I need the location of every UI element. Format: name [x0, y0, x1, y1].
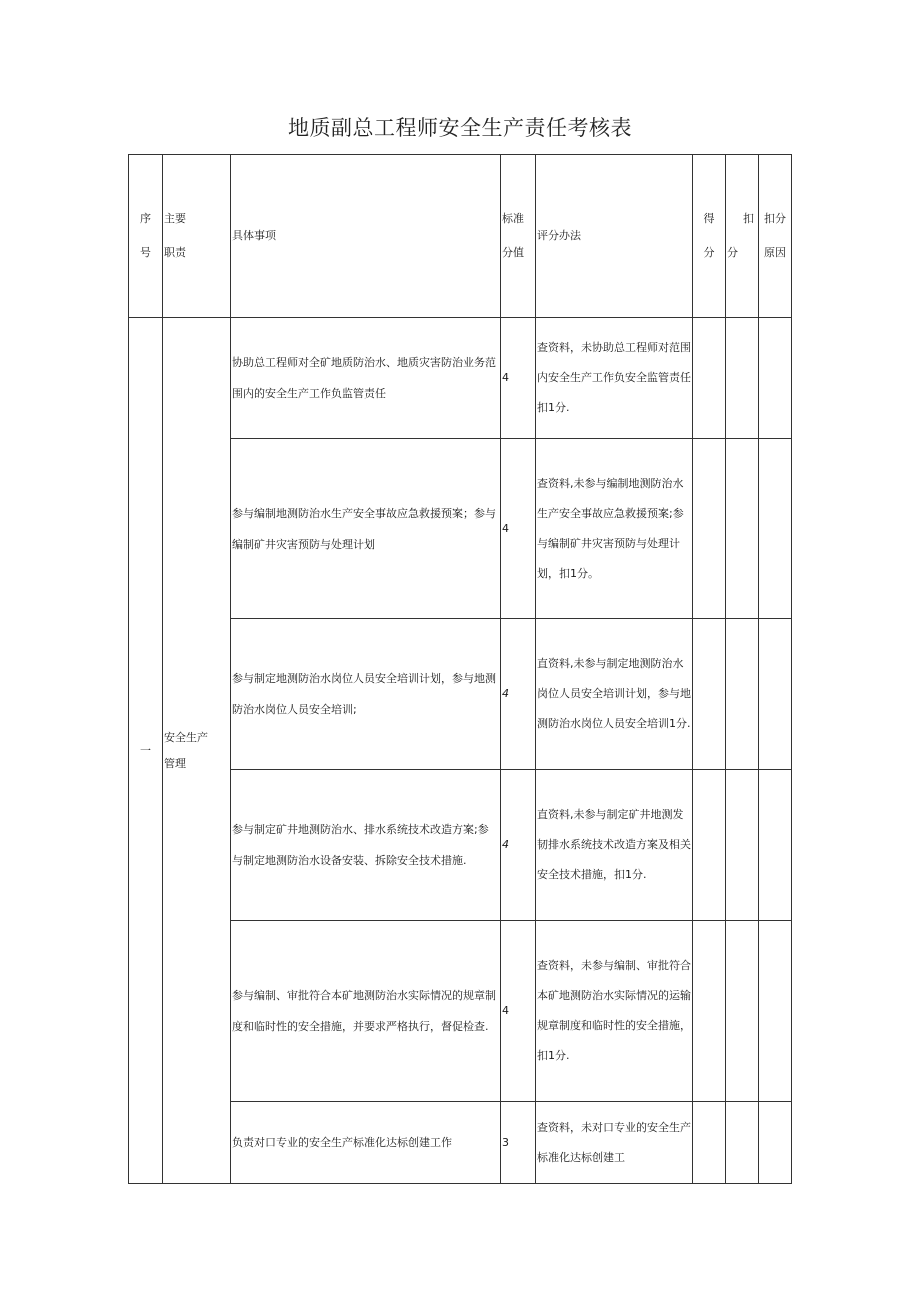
group-seq: 一 [129, 318, 163, 1184]
row-deduct-cell [726, 439, 759, 619]
row-score-cell [693, 1102, 726, 1184]
header-score [693, 155, 726, 318]
header-std-line2: 分值 [502, 246, 524, 259]
row-reason-cell [759, 770, 792, 921]
header-item: 具体事项 [231, 155, 501, 318]
row-method: 查资料,未参与编制地测防治水生产安全事故应急救援预案;参与编制矿井灾害预防与处理计划，扣1分。 [536, 439, 693, 619]
document-title: 地质副总工程师安全生产责任考核表 [288, 116, 632, 140]
header-seq-line2: 号 [140, 246, 151, 259]
row-deduct-cell [726, 1102, 759, 1184]
row-score-cell [693, 770, 726, 921]
row-method: 查资料，未对口专业的安全生产标准化达标创建工 [536, 1102, 693, 1184]
row-std: 4 [501, 770, 536, 921]
group-duty [163, 318, 231, 1184]
row-deduct-cell [726, 770, 759, 921]
group-duty-line2: 管理 [164, 756, 186, 770]
header-deduct [726, 155, 759, 318]
header-method: 评分办法 [536, 155, 693, 318]
row-reason-cell [759, 318, 792, 439]
row-std: 3 [501, 1102, 536, 1184]
header-reason-line1: 扣分 [764, 212, 786, 225]
row-method: 直资料,未参与制定地测防治水岗位人员安全培训计划，参与地测防治水岗位人员安全培训1分. [536, 619, 693, 770]
header-score-line2: 分 [703, 246, 715, 259]
row-deduct-cell [726, 619, 759, 770]
row-reason-cell [759, 921, 792, 1102]
header-seq [129, 155, 163, 318]
header-duty [163, 155, 231, 318]
row-reason-cell [759, 1102, 792, 1184]
row-std: 4 [501, 619, 536, 770]
row-deduct-cell [726, 318, 759, 439]
row-item: 协助总工程师对全矿地质防治水、地质灾害防治业务范围内的安全生产工作负监管责任 [231, 318, 501, 439]
row-std: 4 [501, 921, 536, 1102]
header-duty-line1: 主要 [164, 212, 186, 225]
row-reason-cell [759, 439, 792, 619]
row-deduct-cell [726, 921, 759, 1102]
row-score-cell [693, 921, 726, 1102]
row-item: 参与编制、审批符合本矿地测防治水实际情况的规章制度和临时性的安全措施，并要求严格执行，督促检查. [231, 921, 501, 1102]
row-item: 负责对口专业的安全生产标准化达标创建工作 [231, 1102, 501, 1184]
header-std-line1: 标准 [502, 212, 524, 225]
row-std: 4 [501, 439, 536, 619]
header-score-line1: 得 [703, 212, 715, 225]
group-duty-line1: 安全生产 [164, 730, 208, 744]
assessment-table [128, 154, 792, 1184]
header-row [129, 155, 792, 318]
header-std [501, 155, 536, 318]
header-deduct-line1: 扣 [743, 212, 754, 225]
header-reason [759, 155, 792, 318]
row-score-cell [693, 439, 726, 619]
row-method: 查资料，未协助总工程师对范围内安全生产工作负安全监管责任扣1分. [536, 318, 693, 439]
row-item: 参与制定地测防治水岗位人员安全培训计划，参与地测防治水岗位人员安全培训; [231, 619, 501, 770]
table-row [129, 318, 792, 439]
row-reason-cell [759, 619, 792, 770]
row-method: 直资料,未参与制定矿井地测发韧排水系统技术改造方案及相关安全技术措施，扣1分. [536, 770, 693, 921]
header-reason-line2: 原因 [764, 246, 786, 259]
row-item: 参与编制地测防治水生产安全事故应急救援预案；参与编制矿井灾害预防与处理计划 [231, 439, 501, 619]
header-duty-line2: 职责 [164, 246, 186, 259]
row-item: 参与制定矿井地测防治水、排水系统技术改造方案;参与制定地测防治水设备安装、拆除安全技术措施. [231, 770, 501, 921]
row-std: 4 [501, 318, 536, 439]
header-deduct-line2: 分 [727, 246, 738, 259]
row-score-cell [693, 619, 726, 770]
row-score-cell [693, 318, 726, 439]
header-seq-line1: 序 [140, 212, 151, 225]
row-method: 查资料，未参与编制、审批符合本矿地测防治水实际情况的运输规章制度和临时性的安全措施，扣1分. [536, 921, 693, 1102]
